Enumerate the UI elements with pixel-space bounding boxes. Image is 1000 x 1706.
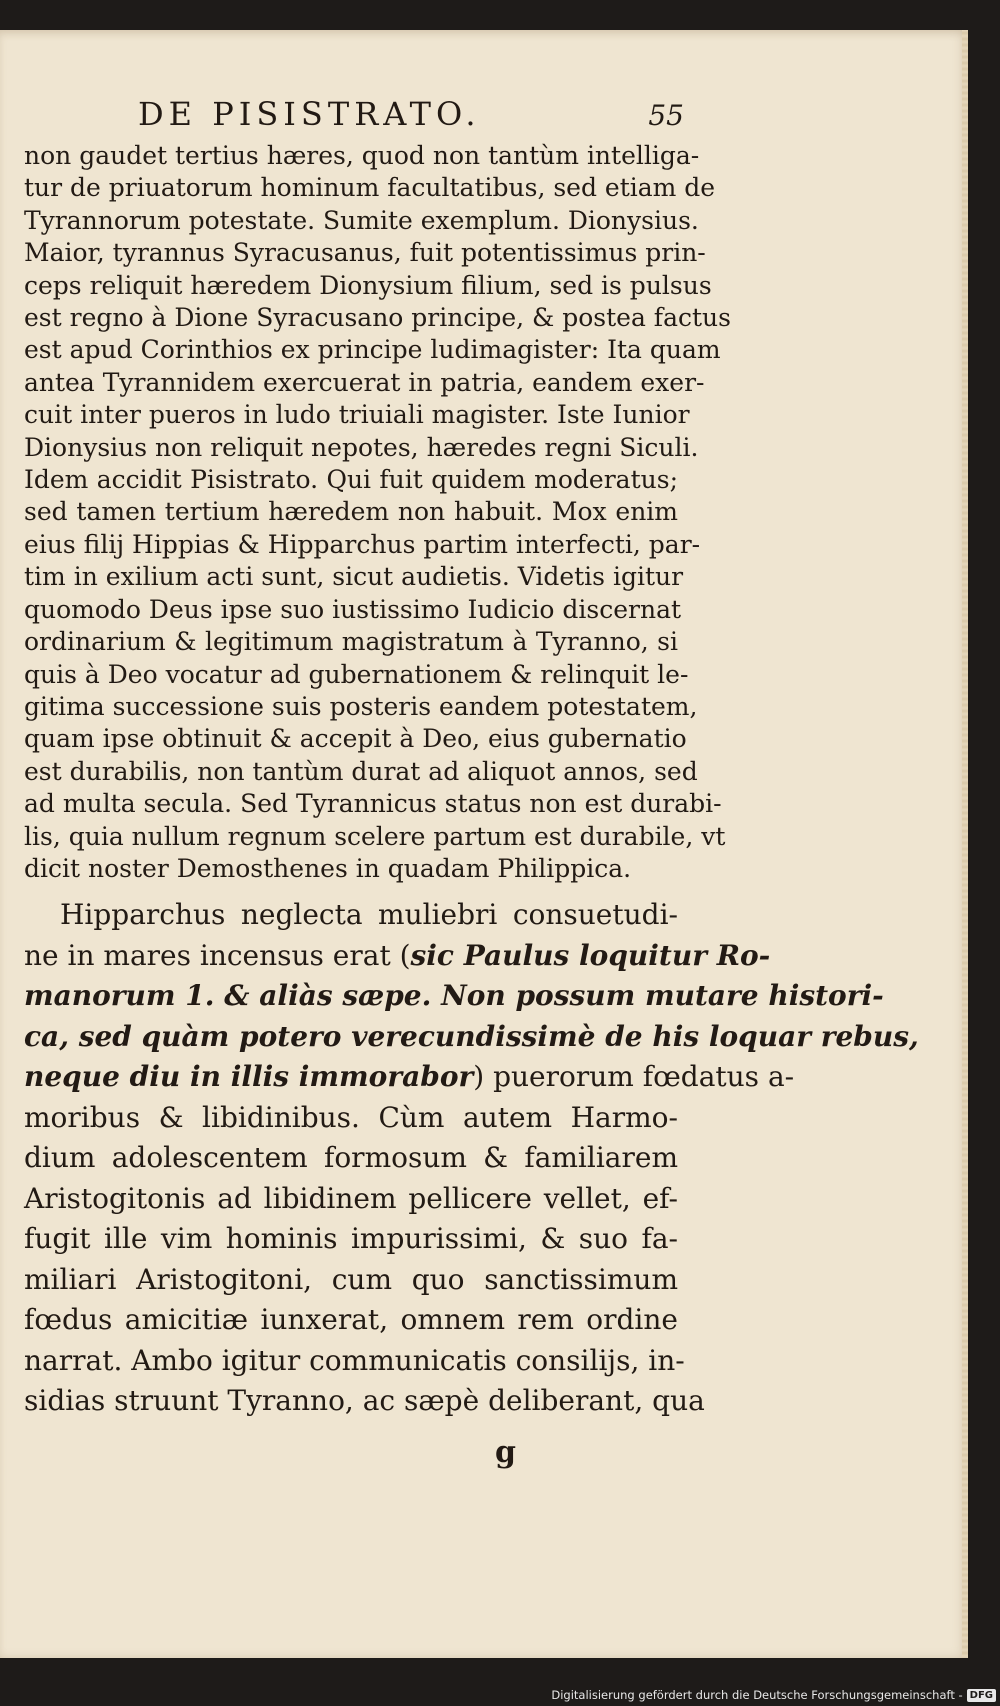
text-line: antea Tyrannidem exercuerat in patria, eandem exer-: [24, 367, 705, 397]
text-line: ceps reliquit hæredem Dionysium filium, sed is pulsus: [24, 270, 712, 300]
italic-aside: sic Paulus loquitur Ro-: [410, 938, 771, 972]
italic-aside: neque diu in illis immorabor: [24, 1060, 474, 1094]
page-edge: [962, 30, 968, 1658]
running-head-title: DE PISISTRATO.: [138, 95, 481, 133]
dfg-logo-icon: DFG: [967, 1689, 996, 1702]
text-line: quam ipse obtinuit & accepit à Deo, eius gubernatio: [24, 724, 687, 754]
signature-mark: g: [495, 1435, 516, 1470]
digitization-credit: [551, 1688, 996, 1702]
text-line: sidias struunt Tyranno, ac sæpè deliberant, qua: [24, 1384, 705, 1418]
text-line: eius filij Hippias & Hipparchus partim interfecti, par-: [24, 529, 701, 559]
text-line: miliari Aristogitoni, cum quo sanctissimum: [24, 1262, 678, 1296]
text-line: est apud Corinthios ex principe ludimagister: Ita quam: [24, 335, 721, 365]
text-line: fœdus amicitiæ iunxerat, omnem rem ordine: [24, 1303, 678, 1337]
text-line: sed tamen tertium hæredem non habuit. Mox enim: [24, 497, 678, 527]
text-line: Dionysius non reliquit nepotes, hæredes regni Siculi.: [24, 432, 699, 462]
credit-text: Digitalisierung gefördert durch die Deutsche Forschungsgemeinschaft -: [551, 1688, 963, 1702]
text-line: dium adolescentem formosum & familiarem: [24, 1141, 678, 1175]
text-line: tim in exilium acti sunt, sicut audietis. Videtis igitur: [24, 562, 684, 592]
text-line: quis à Deo vocatur ad gubernationem & relinquit le-: [24, 659, 689, 689]
text-run: ) puerorum fœdatus a-: [473, 1060, 795, 1094]
text-line: quomodo Deus ipse suo iustissimo Iudicio discernat: [24, 594, 682, 624]
text-line: narrat. Ambo igitur communicatis consilijs, in-: [24, 1343, 685, 1377]
italic-aside-line: ca, sed quàm potero verecundissimè de his loquar rebus,: [24, 1019, 919, 1053]
text-line: lis, quia nullum regnum scelere partum est durabile, vt: [24, 821, 726, 851]
text-line: dicit noster Demosthenes in quadam Philippica.: [24, 853, 632, 883]
text-line: gitima successione suis posteris eandem potestatem,: [24, 691, 698, 721]
text-line: Tyrannorum potestate. Sumite exemplum. Dionysius.: [24, 205, 699, 235]
italic-aside-line: manorum 1. & aliàs sæpe. Non possum mutare histori-: [24, 979, 884, 1013]
text-line: [24, 1057, 795, 1098]
text-line: Idem accidit Pisistrato. Qui fuit quidem moderatus;: [24, 465, 678, 495]
text-line: fugit ille vim hominis impurissimi, & suo fa-: [24, 1222, 678, 1256]
text-line: non gaudet tertius hæres, quod non tantùm intelliga-: [24, 141, 700, 170]
text-block: [24, 90, 919, 1422]
text-line: [24, 936, 771, 977]
paragraph-2: [24, 895, 919, 1422]
text-line: ad multa secula. Sed Tyrannicus status non est durabi-: [24, 789, 722, 819]
text-line: est durabilis, non tantùm durat ad aliquot annos, sed: [24, 756, 698, 786]
text-line: ordinarium & legitimum magistratum à Tyranno, si: [24, 627, 678, 657]
running-head: [24, 90, 684, 140]
text-run: ne in mares incensus erat (: [24, 938, 411, 972]
text-line: cuit inter pueros in ludo triuiali magister. Iste Iunior: [24, 400, 690, 430]
book-page: [0, 30, 968, 1658]
text-line: moribus & libidinibus. Cùm autem Harmo-: [24, 1100, 678, 1134]
page-number: 55: [648, 99, 684, 132]
text-line: Aristogitonis ad libidinem pellicere vellet, ef-: [24, 1181, 678, 1215]
text-line: Hipparchus neglecta muliebri consuetudi-: [60, 898, 678, 932]
text-line: tur de priuatorum hominum facultatibus, sed etiam de: [24, 173, 716, 203]
text-line: est regno à Dione Syracusano principe, & postea factus: [24, 303, 731, 333]
paragraph-1: [24, 140, 731, 885]
text-line: Maior, tyrannus Syracusanus, fuit potentissimus prin-: [24, 238, 706, 268]
